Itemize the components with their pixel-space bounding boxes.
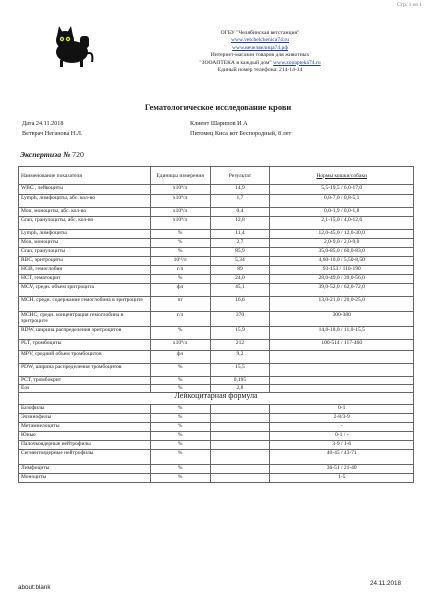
cat-dog-silhouette-icon <box>50 24 94 68</box>
cell-result: 212 <box>210 340 270 351</box>
table-row <box>19 257 414 266</box>
header-name: Наименование показателя <box>19 167 151 185</box>
table-row <box>19 195 414 208</box>
header-norm: Нормы кошки/собаки <box>270 167 414 185</box>
table-row <box>19 248 414 257</box>
cell-name: PLT, тромбоциты <box>19 340 151 351</box>
cell-norm <box>270 364 414 377</box>
cell-name: HGB, гемоглобин <box>19 266 151 275</box>
cell-norm: 36-51 / 21-40 <box>270 465 414 474</box>
cell-result: 370 <box>210 312 270 327</box>
cell-unit: 10¹²/л <box>150 257 210 266</box>
cell-result: 89 <box>210 266 270 275</box>
cell-norm <box>270 385 414 393</box>
cell-name: RDW, ширина распределения эритроцитов <box>19 327 151 340</box>
table-header-row <box>19 167 414 185</box>
table-row <box>19 208 414 217</box>
cell-unit: % <box>150 377 210 385</box>
cell-name: Моноциты <box>19 474 151 483</box>
cell-name: WBC , лейкоциты <box>19 185 151 195</box>
table-row <box>19 450 414 465</box>
cell-unit: % <box>150 414 210 423</box>
table-row <box>19 284 414 297</box>
cell-name: Eos <box>19 385 151 393</box>
cell-unit: % <box>150 275 210 284</box>
cell-norm: 14,0-18,0 / 11,0-15,5 <box>270 327 414 340</box>
table-row <box>19 312 414 327</box>
cell-result: 14,9 <box>210 185 270 195</box>
cell-name: Mon, моноциты <box>19 239 151 248</box>
cell-name: PCT, тромбокрит <box>19 377 151 385</box>
cell-result <box>210 405 270 414</box>
cell-unit: % <box>150 465 210 474</box>
cell-unit: x10⁹/л <box>150 217 210 230</box>
cell-name: Lymph, лимфоциты, абс. кол-во <box>19 195 151 208</box>
cell-name: Палочкоядерные нейтрофилы <box>19 441 151 450</box>
meta-client: Клиент Шарипов И А <box>190 120 248 127</box>
table-row <box>19 414 414 423</box>
formula-title-row <box>19 393 414 405</box>
cell-norm: 0,0-1,9 / 0,0-1,8 <box>270 208 414 217</box>
table-row <box>19 351 414 364</box>
cell-norm: 39,0-52,0 / 62,0-72,0 <box>270 284 414 297</box>
cell-result: 16,6 <box>210 297 270 312</box>
header-units: Единицы измерения <box>150 167 210 185</box>
cell-norm: 3-9 / 1-6 <box>270 441 414 450</box>
page-title: Гематологическое исследование крови <box>144 103 292 112</box>
organization-header <box>140 30 380 74</box>
cell-name: MCHC, средн. концентрация гемоглобина в эритроците <box>19 312 151 327</box>
cell-name: Gran, гранулоциты <box>19 248 151 257</box>
cell-result: 9,2 <box>210 351 270 364</box>
cell-result: 11,4 <box>210 230 270 239</box>
cell-norm: 5,5-19,5 / 6,0-17,0 <box>270 185 414 195</box>
cell-norm: 13,0-21,0 / 20,0-25,0 <box>270 297 414 312</box>
cell-name: Mon, моноциты, абс. кол-во <box>19 208 151 217</box>
cell-unit: % <box>150 405 210 414</box>
cell-result: 5,34 <box>210 257 270 266</box>
cell-result <box>210 423 270 432</box>
org-name: ОГБУ "Челябинская ветстанция" <box>220 30 300 36</box>
table-row <box>19 297 414 312</box>
cell-unit: % <box>150 230 210 239</box>
cell-norm: 28,0-49,0 / 39,0-56,0 <box>270 275 414 284</box>
footer-date: 24.11.2018 <box>370 580 402 587</box>
table-row <box>19 377 414 385</box>
cell-result: 85,9 <box>210 248 270 257</box>
cell-result <box>210 414 270 423</box>
cell-norm: 4,60-10,0 / 5,50-8,50 <box>270 257 414 266</box>
cell-name: Сегментоядерные нейтрофилы <box>19 450 151 465</box>
cell-norm: 12,0-45,0 / 12,0-30,0 <box>270 230 414 239</box>
cell-result <box>210 474 270 483</box>
org-site-link-2[interactable]: www.вечелвелица74.рф <box>232 44 288 51</box>
cell-name: PDW, ширина распределения тромбоцитов <box>19 364 151 377</box>
table-row <box>19 230 414 239</box>
cell-name: MCH, средн. содержание гемоглобина в эритроците <box>19 297 151 312</box>
cell-result: 2,8 <box>210 385 270 393</box>
footer-url: about:blank <box>18 584 51 591</box>
cell-result: 15,9 <box>210 327 270 340</box>
cell-unit: x10⁹/л <box>150 195 210 208</box>
cell-name: Базофилы <box>19 405 151 414</box>
cell-name: Метамиелоциты <box>19 423 151 432</box>
cell-unit: % <box>150 450 210 465</box>
cell-unit: % <box>150 474 210 483</box>
shop-site-link[interactable]: www.zooapteka74.ru <box>273 59 321 66</box>
cell-name: Lymph, лимфоциты <box>19 230 151 239</box>
cell-name: Юные <box>19 432 151 441</box>
cell-name: Лимфоциты <box>19 465 151 474</box>
cell-unit: x10⁹/л <box>150 340 210 351</box>
cell-name: HCT, гематокрит <box>19 275 151 284</box>
shop-name-line <box>140 60 380 67</box>
cell-result: 0,4 <box>210 208 270 217</box>
header-result: Результат <box>210 167 270 185</box>
cell-name: Gran, гранулоциты, абс. кол-во <box>19 217 151 230</box>
cell-unit: x10⁹/л <box>150 185 210 195</box>
cell-unit: % <box>150 441 210 450</box>
page-marker: Стр. 1 из 1 <box>397 2 422 8</box>
cell-name: Эозинофилы <box>19 414 151 423</box>
shop-line: Интернет-магазин товаров для животных <box>210 52 310 59</box>
cell-norm: 35,0-85,0 / 60,0-83,0 <box>270 248 414 257</box>
cell-norm: 2,1-15,0 / 4,0-12,6 <box>270 217 414 230</box>
cell-name: MCV, средн. объем эритроцита <box>19 284 151 297</box>
cell-unit: % <box>150 385 210 393</box>
cell-result: 45,1 <box>210 284 270 297</box>
cell-unit: % <box>150 248 210 257</box>
cell-unit: % <box>150 327 210 340</box>
cell-norm <box>270 377 414 385</box>
cell-norm: 100-514 / 117-460 <box>270 340 414 351</box>
cell-unit: г/л <box>150 312 210 327</box>
cell-result: 0,195 <box>210 377 270 385</box>
cell-norm: 300-380 <box>270 312 414 327</box>
expertise-value: 720 <box>72 150 84 159</box>
cell-result <box>210 465 270 474</box>
expertise-label: Экспертиза № <box>20 150 71 159</box>
formula-title: Лейкоцитарная формула <box>19 393 414 405</box>
cell-norm: 40-45 / 43-71 <box>270 450 414 465</box>
cell-norm: 1-5 <box>270 474 414 483</box>
phone-line: Единый номер телефона: 214-14-14 <box>217 67 303 74</box>
table-row <box>19 266 414 275</box>
cell-result: 12,8 <box>210 217 270 230</box>
cell-norm: - <box>270 423 414 432</box>
cell-result <box>210 432 270 441</box>
cell-norm: 0,8-7,0 / 0,8-5,1 <box>270 195 414 208</box>
meta-pet: Питомец Киса кот Беспородный, 8 лет <box>190 130 292 137</box>
cell-unit: % <box>150 423 210 432</box>
table-row <box>19 474 414 483</box>
table-row <box>19 217 414 230</box>
cell-norm <box>270 351 414 364</box>
table-row <box>19 465 414 474</box>
cell-norm: 0-1 / - <box>270 432 414 441</box>
cell-unit: фл <box>150 284 210 297</box>
cell-unit: x10⁹/л <box>150 208 210 217</box>
cell-unit: % <box>150 432 210 441</box>
meta-vet: Ветврач Неганова Н.Л. <box>22 130 83 137</box>
cell-unit: % <box>150 364 210 377</box>
cell-result: 2,7 <box>210 239 270 248</box>
table-row <box>19 441 414 450</box>
table-row <box>19 185 414 195</box>
results-table <box>18 166 414 483</box>
table-row <box>19 364 414 377</box>
cell-result: 15,5 <box>210 364 270 377</box>
table-row <box>19 432 414 441</box>
org-site-link-1[interactable]: www.vetchelchenica74.ru <box>230 37 290 44</box>
expertise-number <box>20 150 84 159</box>
table-row <box>19 423 414 432</box>
meta-date: Дата 24.11.2018 <box>22 120 64 127</box>
table-row <box>19 340 414 351</box>
cell-norm: 2,0-9,0 / 2,0-9,0 <box>270 239 414 248</box>
cell-name: MPV, средний объем тромбоцитов <box>19 351 151 364</box>
table-row <box>19 405 414 414</box>
table-row <box>19 327 414 340</box>
cell-result: 1,7 <box>210 195 270 208</box>
cell-result <box>210 450 270 465</box>
cell-norm: 0-1 <box>270 405 414 414</box>
cell-norm: 93-153 / 110-190 <box>270 266 414 275</box>
cell-unit: % <box>150 239 210 248</box>
cell-result: 24,0 <box>210 275 270 284</box>
cell-unit: г/л <box>150 266 210 275</box>
shop-name: "ЗООАПТЕКА в каждый дом" <box>199 59 272 66</box>
cell-norm: 2-8/3-9 <box>270 414 414 423</box>
cell-unit: фл <box>150 351 210 364</box>
cell-unit: пг <box>150 297 210 312</box>
table-row <box>19 275 414 284</box>
cell-result <box>210 441 270 450</box>
table-row <box>19 239 414 248</box>
cell-name: RBC, эритроциты <box>19 257 151 266</box>
